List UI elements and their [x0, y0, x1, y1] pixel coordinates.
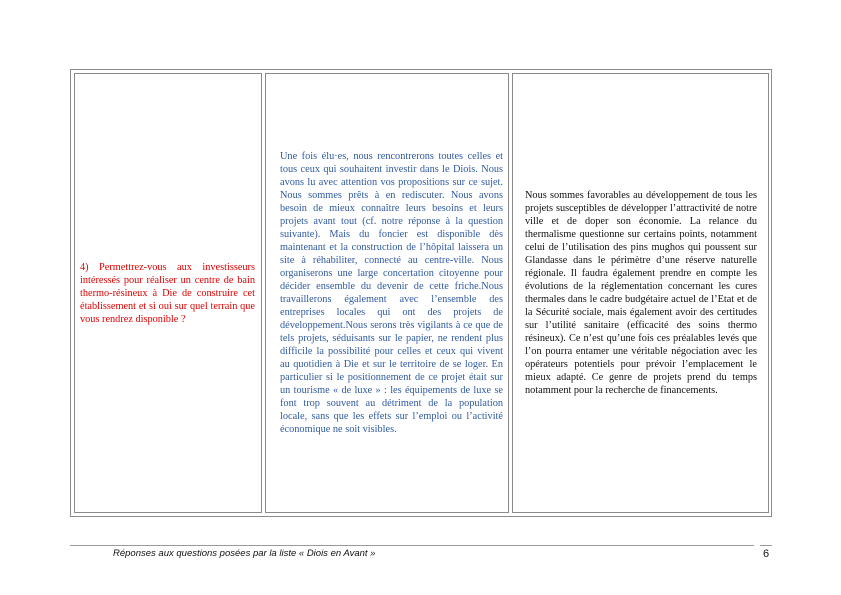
question-cell: [74, 73, 262, 513]
answer-cell-black: [512, 73, 769, 513]
response-table: [70, 69, 772, 517]
question-text: 4) Permettrez-vous aux investisseurs intéressés pour réaliser un centre de bain thermo-résineux à Die de construire cet établissement et si oui sur quel terrain que vous rendrez disponible ?: [80, 261, 255, 325]
footer-divider-page: [760, 545, 772, 546]
answer-text-blue: Une fois élu·es, nous rencontrerons toutes celles et tous ceux qui souhaitent investir dans le Diois. Nous avons lu avec attention vos propositions sur ce sujet. Nous sommes prêts à en rediscuter. Nous avons besoin de mieux connaître leurs besoins et leurs projets avant tout (cf. notre réponse à la question suivante). Mais du foncier est disponible dès maintenant et la construction de l’hôpital laissera un site à réhabiliter, connecté au centre-ville. Nous organiserons une large concertation citoyenne pour décider ensemble du devenir de cette friche.Nous travaillerons également avec l’ensemble des entreprises locales qui ont des projets de développement.Nous serons très vigilants à ce que de tels projets, séduisants sur le papier, ne rendent plus difficile la possibilité pour celles et ceux qui vivent au quotidien à Die et sur le territoire de se loger. En particulier si le positionnement de ce projet était sur un tourisme « de luxe » : les équipements de luxe se font trop souvent au détriment de la population locale, sans que les effets sur l’emploi ou l’activité économique ne soit visibles.: [280, 151, 503, 435]
footer-caption: Réponses aux questions posées par la liste « Diois en Avant »: [113, 548, 376, 559]
footer-divider: [70, 545, 754, 546]
answer-text-black: Nous sommes favorables au développement de tous les projets susceptibles de développer l’attractivité de notre ville et de doper son économie. La relance du thermalisme questionne sur certains points, notamment celui de l’utilisation des pins mughos qui poussent sur Glandasse dans le périmètre d’une réserve naturelle régionale. Il faudra également prendre en compte les évolutions de la réglementation concernant les cures thermales dans le cadre budgétaire actuel de l’Etat et de la Sécurité sociale, mais également avoir des certitudes sur l’utilité sanitaire (efficacité des soins thermo résineux). Ce n’est qu’une fois ces préalables levés que l’on pourra entamer une véritable négociation avec les opérateurs potentiels pour prévoir l’emplacement le mieux adapté. Ce genre de projets prend du temps notamment pour la recherche de financements.: [525, 190, 757, 396]
answer-cell-blue: [265, 73, 509, 513]
page-number: 6: [763, 548, 770, 560]
